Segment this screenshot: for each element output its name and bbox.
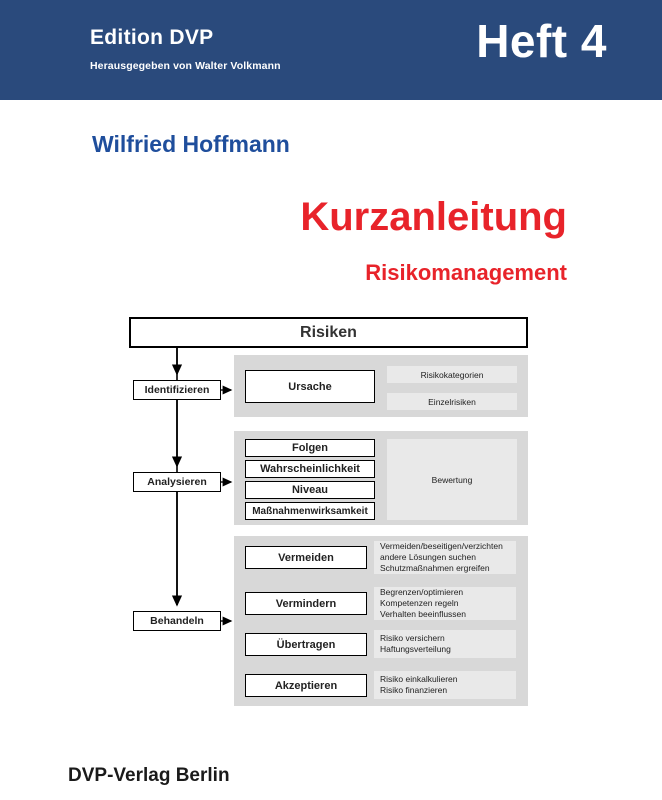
box-einzelrisiken: Einzelrisiken — [387, 393, 517, 410]
box-risikokategorien: Risikokategorien — [387, 366, 517, 383]
box-vermindern: Vermindern — [245, 592, 367, 615]
detail-akzeptieren: Risiko einkalkulieren Risiko finanzieren — [374, 671, 516, 699]
publisher-name: DVP-Verlag Berlin — [68, 765, 230, 786]
box-bewertung: Bewertung — [387, 439, 517, 520]
box-folgen: Folgen — [245, 439, 375, 457]
detail-uebertragen: Risiko versichern Haftungsverteilung — [374, 630, 516, 658]
box-uebertragen: Übertragen — [245, 633, 367, 656]
author-name: Wilfried Hoffmann — [92, 131, 290, 157]
edition-brand: Edition DVP — [90, 26, 214, 49]
detail-vermindern: Begrenzen/optimieren Kompetenzen regeln Verhalten beeinflussen — [374, 587, 516, 620]
stage-analysieren: Analysieren — [133, 472, 221, 492]
page-subtitle: Risikomanagement — [365, 260, 567, 285]
box-wahrscheinlichkeit: Wahrscheinlichkeit — [245, 460, 375, 478]
header-band — [0, 0, 662, 100]
box-akzeptieren: Akzeptieren — [245, 674, 367, 697]
issue-number: Heft 4 — [476, 15, 607, 67]
box-niveau: Niveau — [245, 481, 375, 499]
editor-line: Herausgegeben von Walter Volkmann — [90, 60, 281, 72]
stage-behandeln: Behandeln — [133, 611, 221, 631]
box-massnahmenwirksamkeit: Maßnahmenwirksamkeit — [245, 502, 375, 520]
risk-management-diagram — [0, 300, 662, 720]
detail-vermeiden: Vermeiden/beseitigen/verzichten andere Lösungen suchen Schutzmaßnahmen ergreifen — [374, 541, 516, 574]
diagram-top-box: Risiken — [129, 317, 528, 348]
box-vermeiden: Vermeiden — [245, 546, 367, 569]
page-title: Kurzanleitung — [300, 195, 567, 239]
stage-identifizieren: Identifizieren — [133, 380, 221, 400]
box-ursache: Ursache — [245, 370, 375, 403]
